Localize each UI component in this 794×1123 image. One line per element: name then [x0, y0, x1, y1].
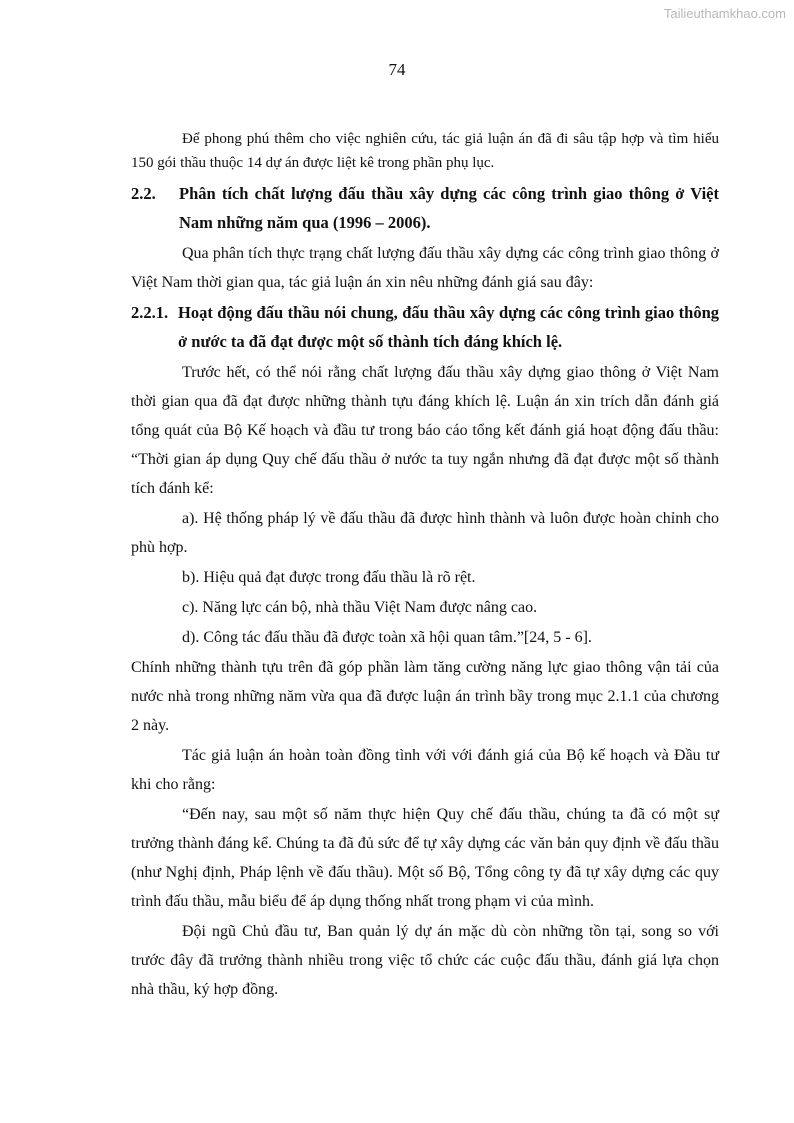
paragraph-investors: Đội ngũ Chủ đầu tư, Ban quản lý dự án mặc dù còn những tồn tại, song so với trước đây đã trưởng thành nhiều trong việc tổ chức các cuộc đấu thầu, đánh giá lựa chọn nhà thầu, ký hợp đồng. — [131, 923, 719, 998]
section-heading-2-2 — [131, 179, 719, 237]
subsection-number: 2.2.1. — [131, 303, 169, 322]
document-body — [131, 127, 719, 1005]
list-item-d: d). Công tác đấu thầu đã được toàn xã hội quan tâm.”[24, 5 - 6]. — [182, 629, 592, 646]
paragraph-quote: “Đến nay, sau một số năm thực hiện Quy chế đấu thầu, chúng ta đã có một sự trưởng thành đáng kể. Chúng ta đã đủ sức để tự xây dựng các văn bản quy định về đấu thầu (như Nghị định, Pháp lệnh về đấu thầu). Một số Bộ, Tổng công ty đã tự xây dựng các quy trình đấu thầu, mẫu biểu để áp dụng thống nhất trong phạm vi của mình. — [131, 806, 719, 910]
paragraph-analysis-intro: Qua phân tích thực trạng chất lượng đấu thầu xây dựng các công trình giao thông ở Việt Nam thời gian qua, tác giả luận án xin nêu những đánh giá sau đây: — [131, 245, 719, 291]
paragraph-achievements: Trước hết, có thể nói rằng chất lượng đấu thầu xây dựng giao thông ở Việt Nam thời gian qua đã đạt được những thành tựu đáng khích lệ. Luận án xin trích dẫn đánh giá tổng quát của Bộ Kế hoạch và đầu tư trong báo cáo tổng kết đánh giá hoạt động đấu thầu: “Thời gian áp dụng Quy chế đấu thầu ở nước ta tuy ngắn nhưng đã đạt được một số thành tích đánh kể: — [131, 364, 719, 497]
section-number: 2.2. — [131, 184, 156, 203]
list-item-b: b). Hiệu quả đạt được trong đấu thầu là rõ rệt. — [182, 569, 476, 586]
list-item-a: a). Hệ thống pháp lý về đấu thầu đã được hình thành và luôn được hoàn chỉnh cho phù hợp. — [131, 510, 719, 556]
paragraph-agreement: Tác giả luận án hoàn toàn đồng tình với với đánh giá của Bộ kế hoạch và Đầu tư khi cho rằng: — [131, 747, 719, 793]
subsection-title: Hoạt động đấu thầu nói chung, đấu thầu xây dựng các công trình giao thông ở nước ta đã đạt được một số thành tích đáng khích lệ. — [178, 303, 719, 351]
watermark: Tailieuthamkhao.com — [663, 6, 786, 21]
page-number: 74 — [388, 60, 406, 79]
section-title: Phân tích chất lượng đấu thầu xây dựng các công trình giao thông ở Việt Nam những năm qua (1996 – 2006). — [179, 184, 719, 232]
list-item-c: c). Năng lực cán bộ, nhà thầu Việt Nam được nâng cao. — [182, 599, 538, 616]
paragraph-contribution: Chính những thành tựu trên đã góp phần làm tăng cường năng lực giao thông vận tải của nước nhà trong những năm vừa qua đã được luận án trình bầy trong mục 2.1.1 của chương 2 này. — [131, 659, 719, 734]
section-heading-2-2-1 — [131, 298, 719, 356]
paragraph-intro: Để phong phú thêm cho việc nghiên cứu, tác giả luận án đã đi sâu tập hợp và tìm hiểu 150 gói thầu thuộc 14 dự án được liệt kê trong phần phụ lục. — [131, 131, 719, 171]
